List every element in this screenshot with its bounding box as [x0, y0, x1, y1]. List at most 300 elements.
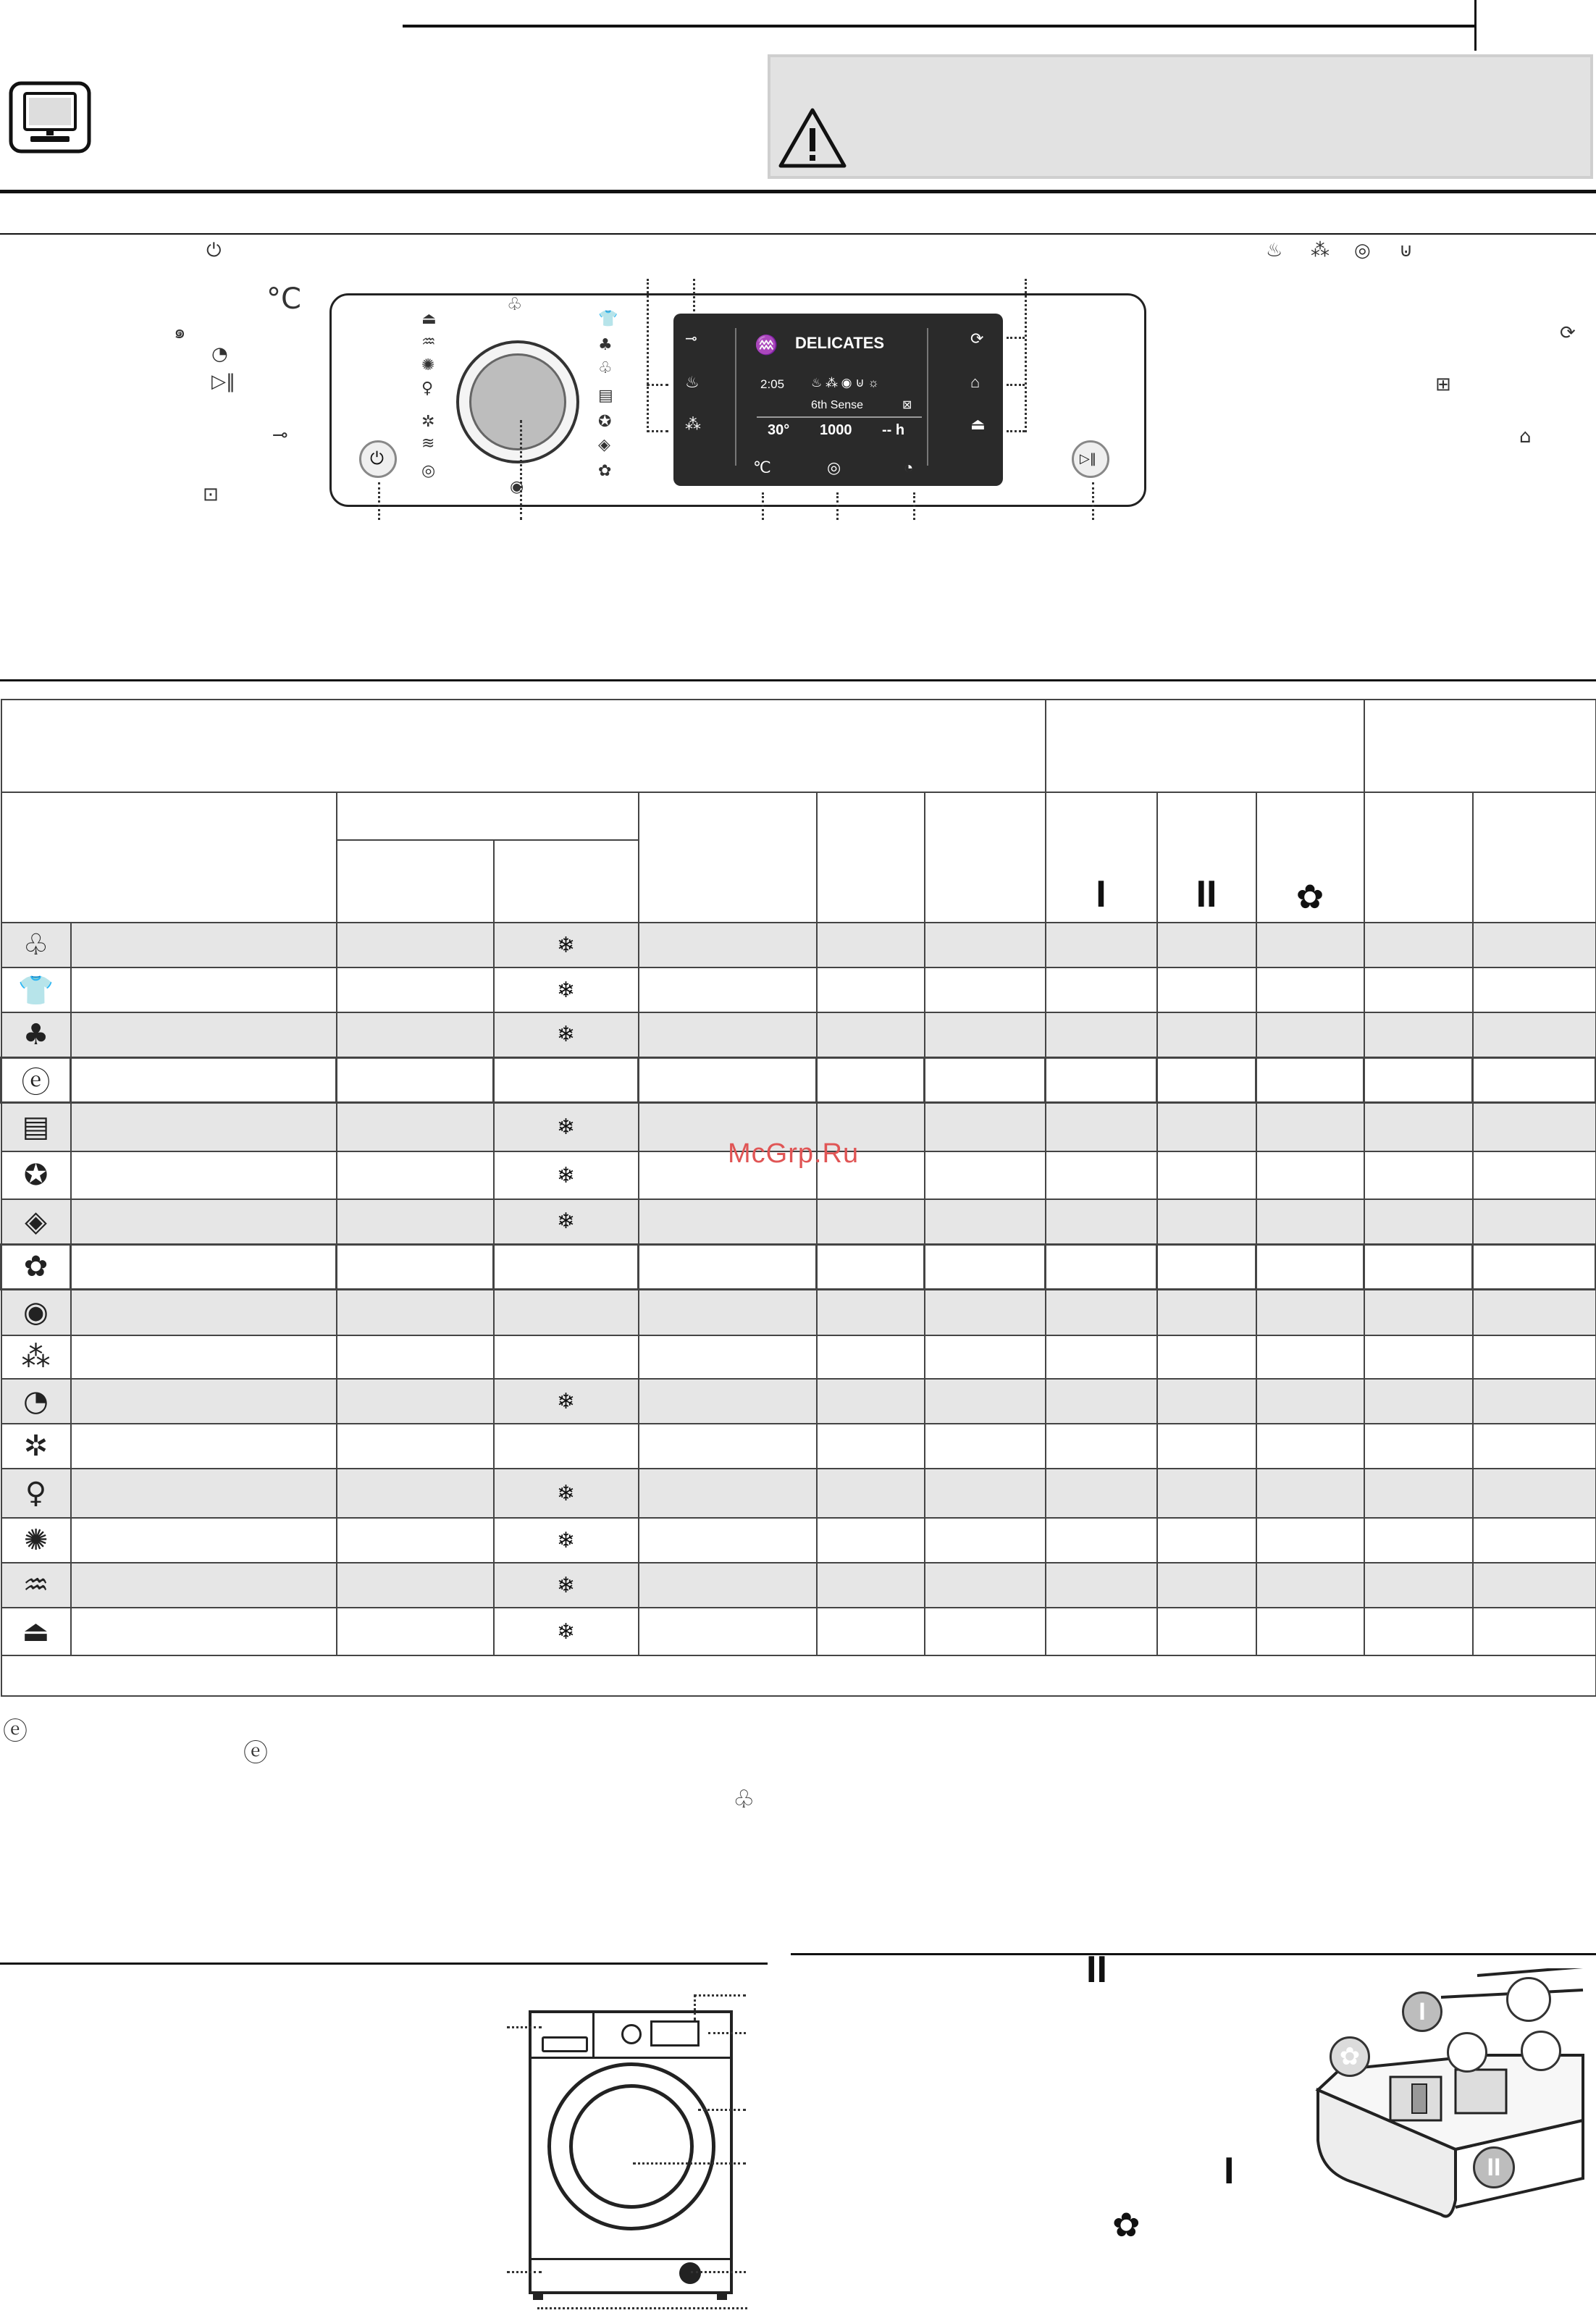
table-cell: [639, 1379, 817, 1424]
table-cell: [1364, 1199, 1473, 1244]
synthetics-icon: ⏏: [22, 1615, 50, 1648]
dispenser-label-2-text: II: [1487, 2154, 1501, 2181]
table-cell: [1046, 1012, 1157, 1057]
table-cell: [1256, 1608, 1364, 1655]
cold-wash-cell: [494, 1608, 639, 1655]
table-cell: [337, 1379, 494, 1424]
table-footer-cell: [1, 1655, 1596, 1696]
table-cell: [337, 1057, 494, 1102]
table-cell: [639, 1518, 817, 1563]
table-cell: [639, 1057, 817, 1102]
table-cell: [337, 1199, 494, 1244]
cold-wash-cell: [494, 1563, 639, 1608]
power-icon: ⏻: [206, 240, 222, 261]
callout: [1007, 337, 1025, 339]
row-icon-cell: [1, 1469, 71, 1518]
delicates-icon: ♒: [22, 1569, 49, 1602]
display-delay: -- h: [882, 422, 905, 438]
tap-icon: ⌂: [1519, 426, 1532, 448]
row-icon-cell: [1, 1379, 71, 1424]
row-icon-cell: [1, 1151, 71, 1199]
cotton-eco-icon: ♧: [733, 1785, 755, 1814]
row-name-cell: [71, 1102, 337, 1151]
table-cell: [1157, 1608, 1256, 1655]
table-cell: [494, 1424, 639, 1469]
table-cell: [925, 967, 1046, 1012]
knob-prog-wool: ✺: [421, 356, 435, 374]
table-cell: [817, 1424, 925, 1469]
table-cell: [494, 1244, 639, 1289]
display-feather-icon: ♒: [755, 334, 778, 356]
table-cell: [337, 1563, 494, 1608]
table-cell: [817, 1199, 925, 1244]
table-cell: [1046, 1469, 1157, 1518]
softener-header: [1256, 792, 1364, 923]
refresh-indicator[interactable]: ⟳: [970, 329, 984, 348]
spin-icon: ๑: [174, 322, 186, 343]
table-cell: [1473, 1563, 1596, 1608]
start-pause-button[interactable]: [1072, 440, 1109, 478]
washer-bottom-panel: [529, 2258, 733, 2260]
table-cell: [817, 967, 925, 1012]
quick-30-icon: ◔: [23, 1385, 49, 1418]
table-cell: [1473, 1335, 1596, 1379]
table-cell: [1157, 1289, 1256, 1335]
table-cell: [639, 1424, 817, 1469]
table-cell: [817, 1289, 925, 1335]
table-cell: [1473, 1289, 1596, 1335]
table-cell: [1473, 1102, 1596, 1151]
table-cell: [925, 1102, 1046, 1151]
table-row: [1, 1244, 1596, 1289]
knob-prog-spin-drain: ◉: [510, 478, 524, 496]
table-cell: [1256, 1199, 1364, 1244]
table-cell: [639, 1199, 817, 1244]
table-cell: [337, 1012, 494, 1057]
table-cell: [1364, 1469, 1473, 1518]
cold-wash-cell: [494, 967, 639, 1012]
table-cell: [817, 923, 925, 967]
callout: [708, 2032, 746, 2034]
callout: [647, 384, 668, 386]
display-spin-button[interactable]: ◎: [827, 458, 841, 477]
eco-cotton-icon: ⓔ: [3, 1717, 28, 1746]
row-name-cell: [71, 1244, 337, 1289]
grid-icon: ⊞: [1435, 374, 1451, 395]
display-delay-button[interactable]: ◔: [904, 458, 914, 477]
table-row: [1, 1057, 1596, 1102]
display-time: 2:05: [760, 377, 785, 391]
table-header-cell: [1046, 700, 1364, 792]
start-pause-button-icon: ▷‖: [1080, 451, 1096, 466]
table-row: [1, 1012, 1596, 1057]
display-left-rail: [735, 328, 736, 466]
table-cell: [1364, 1057, 1473, 1102]
table-header-cell: [337, 792, 639, 840]
table-cell: [925, 1379, 1046, 1424]
cotton-eco-icon: ♣: [22, 1017, 49, 1051]
table-header-row-2: [1, 792, 1596, 840]
table-cell: [1256, 1151, 1364, 1199]
table-cell: [1046, 1424, 1157, 1469]
quick-15-icon: ✲: [23, 1430, 49, 1463]
row-icon-cell: [1, 1335, 71, 1379]
wool-icon: ✺: [23, 1524, 49, 1557]
table-cell: [1256, 1379, 1364, 1424]
snowflake-icon: ❄: [556, 1114, 576, 1140]
table-row: [1, 967, 1596, 1012]
table-cell: [1046, 1608, 1157, 1655]
row-icon-cell: [1, 1424, 71, 1469]
table-cell: [1046, 923, 1157, 967]
table-cell: [337, 1424, 494, 1469]
table-cell: [1256, 1424, 1364, 1469]
table-header-cell: [337, 840, 494, 923]
compartment-1-label: I: [1096, 873, 1106, 915]
snowflake-icon: ❄: [556, 1480, 576, 1506]
table-cell: [337, 1244, 494, 1289]
callout: [378, 482, 380, 520]
table-cell: [925, 1518, 1046, 1563]
cold-wash-cell: [494, 923, 639, 967]
table-header-cell: [1, 792, 337, 923]
section-rule-2: [0, 679, 1596, 681]
rinse-indicator[interactable]: ⁂: [685, 415, 701, 433]
table-cell: [1364, 1563, 1473, 1608]
row-icon-cell: [1, 1563, 71, 1608]
dispenser-drawer-drawing: [1311, 1968, 1593, 2243]
table-cell: [1364, 1335, 1473, 1379]
callout: [507, 2026, 542, 2028]
mixed-icon: ▤: [22, 1110, 50, 1144]
table-cell: [817, 1335, 925, 1379]
display-temp-button[interactable]: ℃: [753, 458, 771, 477]
wash-icon: ♨: [1266, 240, 1283, 261]
bottom-left-rule: [0, 1963, 768, 1965]
row-name-cell: [71, 923, 337, 967]
row-name-cell: [71, 1379, 337, 1424]
table-cell: [1473, 1199, 1596, 1244]
table-cell: [639, 1012, 817, 1057]
table-cell: [494, 1335, 639, 1379]
program-knob-center[interactable]: [469, 353, 566, 450]
table-cell: [1473, 1518, 1596, 1563]
refresh-icon: ⟳: [1560, 322, 1576, 344]
knob-prog-eco2: ♧: [598, 359, 613, 377]
washer-display: [650, 2020, 700, 2047]
table-cell: [1046, 1563, 1157, 1608]
table-cell: [1364, 1012, 1473, 1057]
table-cell: [1256, 1335, 1364, 1379]
callout: [1007, 430, 1025, 432]
table-cell: [1157, 1199, 1256, 1244]
callout: [537, 2307, 747, 2309]
table-cell: [925, 1469, 1046, 1518]
table-cell: [925, 1151, 1046, 1199]
table-cell: [639, 1244, 817, 1289]
cold-wash-cell: [494, 1199, 639, 1244]
washer-door-inner: [569, 2084, 694, 2209]
table-cell: [1473, 923, 1596, 967]
row-name-cell: [71, 1608, 337, 1655]
table-row: [1, 1469, 1596, 1518]
display-temperature: 30°: [768, 422, 790, 438]
compartment-2-label: II: [1196, 873, 1217, 915]
cold-wash-cell: [494, 1518, 639, 1563]
callout: [647, 430, 668, 432]
iron-indicator[interactable]: ⏏: [970, 415, 986, 433]
callout: [647, 279, 649, 432]
table-cell: [817, 1608, 925, 1655]
colours-icon: ✪: [23, 1159, 49, 1192]
power-button[interactable]: [359, 440, 397, 478]
table-cell: [1157, 1151, 1256, 1199]
row-icon-cell: [1, 967, 71, 1012]
row-icon-cell: [1, 1102, 71, 1151]
table-cell: [639, 1469, 817, 1518]
row-name-cell: [71, 1424, 337, 1469]
row-icon-cell: [1, 1608, 71, 1655]
washer-knob: [621, 2024, 642, 2044]
table-cell: [1256, 1012, 1364, 1057]
row-icon-cell: [1, 1244, 71, 1289]
compartment-2-title-label: II: [1086, 1949, 1107, 1991]
table-cell: [1157, 1244, 1256, 1289]
temperature-icon: °C: [266, 282, 301, 316]
table-cell: [1256, 1102, 1364, 1151]
row-name-cell: [71, 1012, 337, 1057]
snowflake-icon: ❄: [556, 1527, 576, 1553]
washer-panel-divider: [592, 2010, 595, 2057]
knob-prog-silk: ♀: [421, 379, 434, 398]
table-row: [1, 1518, 1596, 1563]
table-cell: [1157, 1335, 1256, 1379]
table-cell: [1473, 1244, 1596, 1289]
table-cell: [1157, 1012, 1256, 1057]
table-cell: [337, 1102, 494, 1151]
table-cell: [1046, 1151, 1157, 1199]
monitor-icon: [9, 81, 91, 154]
knob-prog-delicates: ♒: [421, 333, 436, 351]
knob-prog-cotton: ♧: [507, 294, 523, 314]
callout: [691, 2271, 746, 2273]
start-pause-icon: ▷‖: [211, 371, 235, 393]
snowflake-icon: ❄: [556, 1619, 576, 1645]
table-cell: [925, 1563, 1046, 1608]
table-row: [1, 1608, 1596, 1655]
table-header-cell: [1364, 792, 1473, 923]
row-name-cell: [71, 1518, 337, 1563]
cold-wash-cell: [494, 1379, 639, 1424]
dispenser-label-2: [1473, 2146, 1515, 2188]
table-cell: [337, 1518, 494, 1563]
detergent-drawer: [542, 2036, 588, 2052]
table-cell: [817, 1244, 925, 1289]
table-cell: [1256, 967, 1364, 1012]
table-cell: [1046, 1244, 1157, 1289]
watermark: McGrp.Ru: [728, 1138, 860, 1169]
stain-icon[interactable]: ♨: [685, 373, 700, 391]
table-cell: [639, 1289, 817, 1335]
warning-triangle-icon: [778, 106, 847, 169]
top-rule: [403, 25, 1474, 28]
table-cell: [1256, 1244, 1364, 1289]
display-phase-icons: ♨ ⁂ ◉ ⊍ ☼: [811, 376, 879, 390]
table-cell: [925, 923, 1046, 967]
table-cell: [1364, 1424, 1473, 1469]
display-program: DELICATES: [795, 334, 885, 352]
washer-foot-left: [533, 2293, 543, 2300]
table-cell: [1256, 1518, 1364, 1563]
table-cell: [1157, 923, 1256, 967]
eco-cotton-icon: ⓔ: [21, 1065, 51, 1099]
row-icon-cell: [1, 1289, 71, 1335]
table-cell: [1364, 1608, 1473, 1655]
row-name-cell: [71, 967, 337, 1012]
grid-indicator[interactable]: ⌂: [970, 373, 980, 391]
table-cell: [1364, 1102, 1473, 1151]
dispenser-label-b: [1506, 1977, 1551, 2022]
table-header-cell: [1364, 700, 1596, 792]
table-header-cell: [639, 792, 817, 923]
table-cell: [817, 1518, 925, 1563]
dispenser-label-a: [1447, 2032, 1487, 2073]
row-icon-cell: [1, 1518, 71, 1563]
dispenser-label-1-text: I: [1419, 1998, 1426, 2026]
snowflake-icon: ❄: [556, 1209, 576, 1235]
row-name-cell: [71, 1199, 337, 1244]
table-row: [1, 1379, 1596, 1424]
table-cell: [817, 1379, 925, 1424]
table-row: [1, 1335, 1596, 1379]
table-cell: [925, 1335, 1046, 1379]
washer-foot-right: [717, 2293, 727, 2300]
table-cell: [639, 923, 817, 967]
table-cell: [1473, 1424, 1596, 1469]
callout: [762, 492, 764, 520]
knob-prog-mixed: ▤: [598, 387, 613, 405]
table-header-cell: [817, 792, 925, 923]
table-cell: [639, 967, 817, 1012]
callout: [693, 279, 695, 311]
snowflake-icon: ❄: [556, 1162, 576, 1188]
table-cell: [925, 1057, 1046, 1102]
knob-prog-spin: ◎: [421, 462, 436, 480]
snowflake-icon: ❄: [556, 932, 576, 958]
table-cell: [1256, 1289, 1364, 1335]
callout: [633, 2162, 746, 2165]
display-right-rail: [927, 328, 928, 466]
display-panel: [673, 314, 1003, 486]
table-cell: [817, 1469, 925, 1518]
display-spin: 1000: [820, 422, 852, 438]
cold-wash-cell: [494, 1151, 639, 1199]
knob-prog-colours: ✪: [598, 413, 612, 431]
table-cell: [1046, 1057, 1157, 1102]
header-rule: [0, 190, 1596, 193]
callout: [520, 420, 522, 520]
cold-wash-cell: [494, 1469, 639, 1518]
table-cell: [1364, 967, 1473, 1012]
knob-prog-synthetics: ⏏: [421, 310, 437, 328]
row-icon-cell: [1, 1057, 71, 1102]
sports-icon: ◈: [25, 1204, 47, 1238]
table-cell: [337, 967, 494, 1012]
row-icon-cell: [1, 1012, 71, 1057]
table-cell: [1473, 1469, 1596, 1518]
spin-icon-right: ◎: [1354, 240, 1371, 261]
rinse-wash-icon: ⊡: [203, 484, 219, 505]
section-rule-1: [0, 233, 1596, 235]
snowflake-icon: ❄: [556, 1388, 576, 1414]
knob-prog-quick15: ✲: [421, 413, 435, 431]
table-cell: [1046, 1379, 1157, 1424]
rinse-spin-icon: ⁂: [21, 1340, 51, 1374]
table-cell: [1046, 1199, 1157, 1244]
table-cell: [1046, 1335, 1157, 1379]
row-name-cell: [71, 1335, 337, 1379]
table-cell: [1046, 1518, 1157, 1563]
table-cell: [1473, 1057, 1596, 1102]
top-rule-end: [1474, 0, 1477, 51]
callout: [1092, 482, 1094, 520]
table-header-cell: [1, 700, 1046, 792]
table-cell: [1256, 1563, 1364, 1608]
table-cell: [337, 1335, 494, 1379]
row-name-cell: [71, 1469, 337, 1518]
table-cell: [925, 1012, 1046, 1057]
table-cell: [1364, 923, 1473, 967]
table-cell: [1157, 1563, 1256, 1608]
snowflake-icon: ❄: [556, 1572, 576, 1598]
row-icon-cell: [1, 1199, 71, 1244]
key-lock-indicator[interactable]: ⊸: [685, 331, 697, 347]
table-header-cell: [494, 840, 639, 923]
table-cell: [1473, 967, 1596, 1012]
cold-wash-cell: [494, 1012, 639, 1057]
table-cell: [1364, 1379, 1473, 1424]
table-cell: [1473, 1379, 1596, 1424]
row-name-cell: [71, 1151, 337, 1199]
callout: [694, 1994, 696, 2020]
rinse-icon: ⁂: [1311, 240, 1330, 261]
table-row: [1, 1563, 1596, 1608]
table-cell: [337, 1608, 494, 1655]
washer-top-divider: [529, 2057, 733, 2059]
table-row: [1, 923, 1596, 967]
knob-prog-rinse: ≋: [421, 435, 435, 453]
callout: [1007, 384, 1025, 386]
compartment-2-header: [1157, 792, 1256, 923]
knob-prog-fresh: ✿: [598, 462, 612, 480]
table-row: [1, 1289, 1596, 1335]
table-cell: [1157, 1057, 1256, 1102]
table-cell: [1364, 1518, 1473, 1563]
callout: [913, 492, 915, 520]
table-cell: [1157, 1424, 1256, 1469]
table-cell: [925, 1199, 1046, 1244]
table-cell: [1157, 1518, 1256, 1563]
key-lock-icon: ⊸: [272, 424, 288, 446]
eco-cotton-icon: ⓔ: [243, 1739, 268, 1768]
dispenser-label-c: [1521, 2031, 1561, 2071]
fresh-icon: ✿: [23, 1250, 49, 1283]
table-cell: [1157, 1469, 1256, 1518]
row-name-cell: [71, 1057, 337, 1102]
table-cell: [639, 1608, 817, 1655]
display-sense: 6th Sense: [811, 399, 864, 411]
table-cell: [1046, 967, 1157, 1012]
